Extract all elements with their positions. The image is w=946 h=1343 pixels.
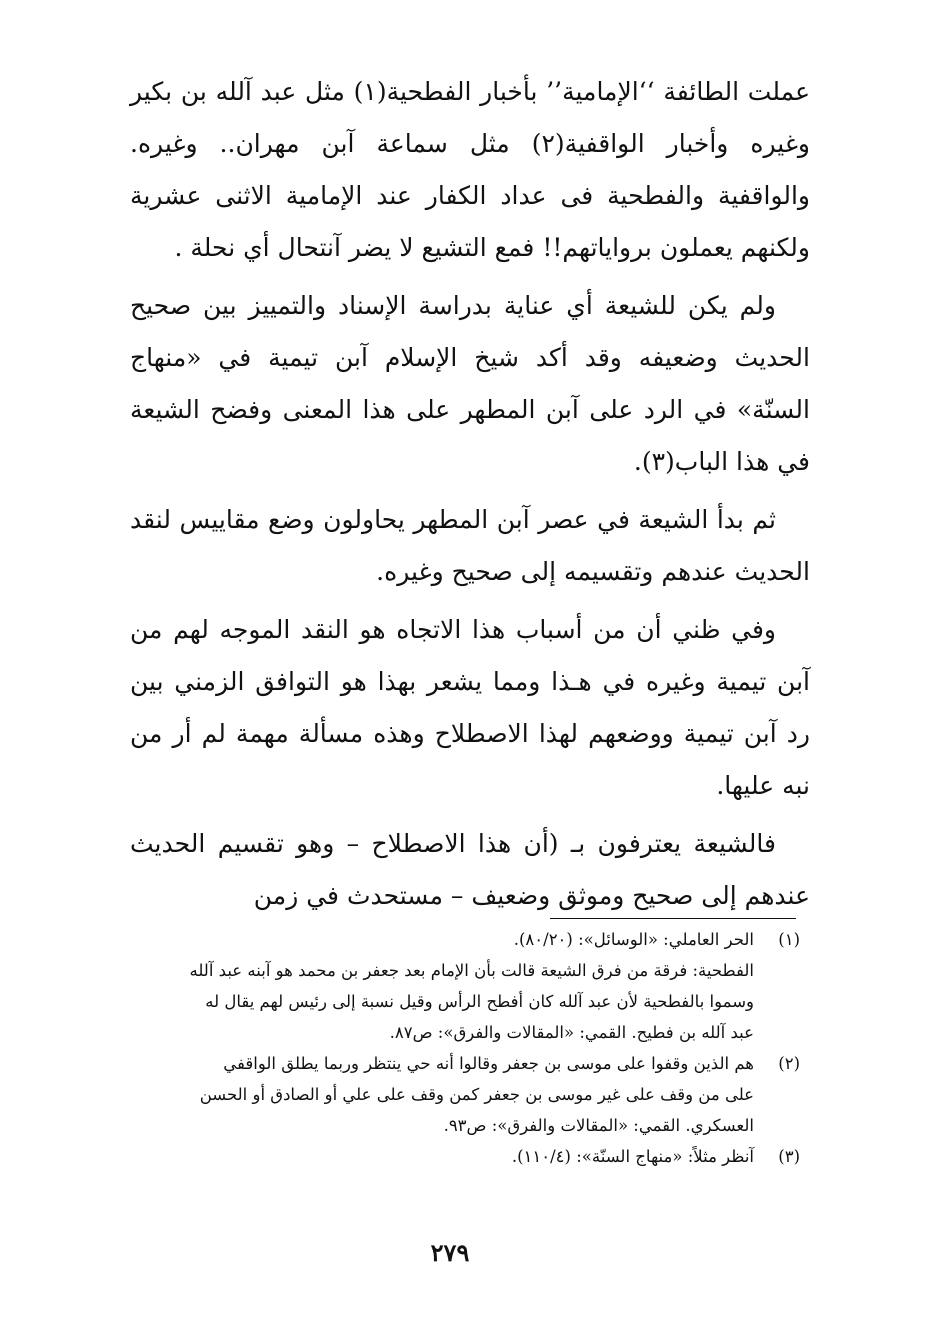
footnote-line: وسموا بالفطحية لأن عبد آلله كان أفطح الرأس وقيل نسبة إلى رئيس لهم يقال له (205, 992, 754, 1011)
footnote-3 (120, 1141, 800, 1172)
footnote-line: الفطحية: فرقة من فرق الشيعة قالت بأن الإمام بعد جعفر بن محمد هو آبنه عبد آلله (189, 961, 754, 980)
footnote-number: (٢) (778, 1054, 800, 1073)
footnote-line: عبد آلله بن فطيح. القمي: «المقالات والفرق»: ص٨٧. (389, 1023, 754, 1042)
footnote-1 (120, 924, 800, 1048)
main-text (130, 66, 810, 922)
footnote-number: (١) (778, 930, 800, 949)
paragraph-5: فالشيعة يعترفون بـ (أن هذا الاصطلاح – وهو تقسيم الحديث عندهم إلى صحيح وموثق وضعيف – مستحدث في زمن (130, 829, 810, 910)
footnote-2 (120, 1048, 800, 1141)
footnote-line: هم الذين وقفوا على موسى بن جعفر وقالوا أنه حي ينتظر وربما يطلق الواقفي (223, 1054, 754, 1073)
footnote-number: (٣) (778, 1147, 800, 1166)
footnotes (120, 924, 800, 1172)
footnote-separator (550, 918, 796, 919)
footnote-line: على من وقف على غير موسى بن جعفر كمن وقف على علي أو الصادق أو الحسن (199, 1085, 754, 1104)
page-number: ٢٧٩ (430, 1238, 470, 1267)
paragraph-2: ولم يكن للشيعة أي عناية بدراسة الإسناد والتمييز بين صحيح الحديث وضعيفه وقد أكد شيخ الإسلام آبن تيمية في «منهاج السنّة» في الرد على آبن المطهر على هذا المعنى وفضح الشيعة في هذا الباب(٣). (130, 291, 810, 476)
footnote-line: العسكري. القمي: «المقالات والفرق»: ص٩٣. (443, 1116, 754, 1135)
footnote-line: الحر العاملي: «الوسائل»: (٨٠/٢٠). (513, 930, 754, 949)
paragraph-4: وفي ظني أن من أسباب هذا الاتجاه هو النقد الموجه لهم من آبن تيمية وغيره في هـذا ومما يشعر بهذا هو التوافق الزمني بين رد آبن تيمية ووضعهم لهذا الاصطلاح وهذه مسألة مهمة لم أر من نبه عليها. (130, 615, 810, 800)
footnote-line: آنظر مثلاً: «منهاج السنّة»: (١١٠/٤). (511, 1147, 754, 1166)
paragraph-3: ثم بدأ الشيعة في عصر آبن المطهر يحاولون وضع مقاييس لنقد الحديث عندهم وتقسيمه إلى صحيح وغيره. (130, 505, 810, 586)
paragraph-1: عملت الطائفة ‘‘الإمامية’’ بأخبار الفطحية(١) مثل عبد آلله بن بكير وغيره وأخبار الواقفية(٢) مثل سماعة آبن مهران.. وغيره. والواقفية والفطحية فى عداد الكفار عند الإمامية الاثنى عشرية ولكنهم يعملون برواياتهم!! فمع التشيع لا يضر آنتحال أي نحلة . (130, 77, 810, 262)
